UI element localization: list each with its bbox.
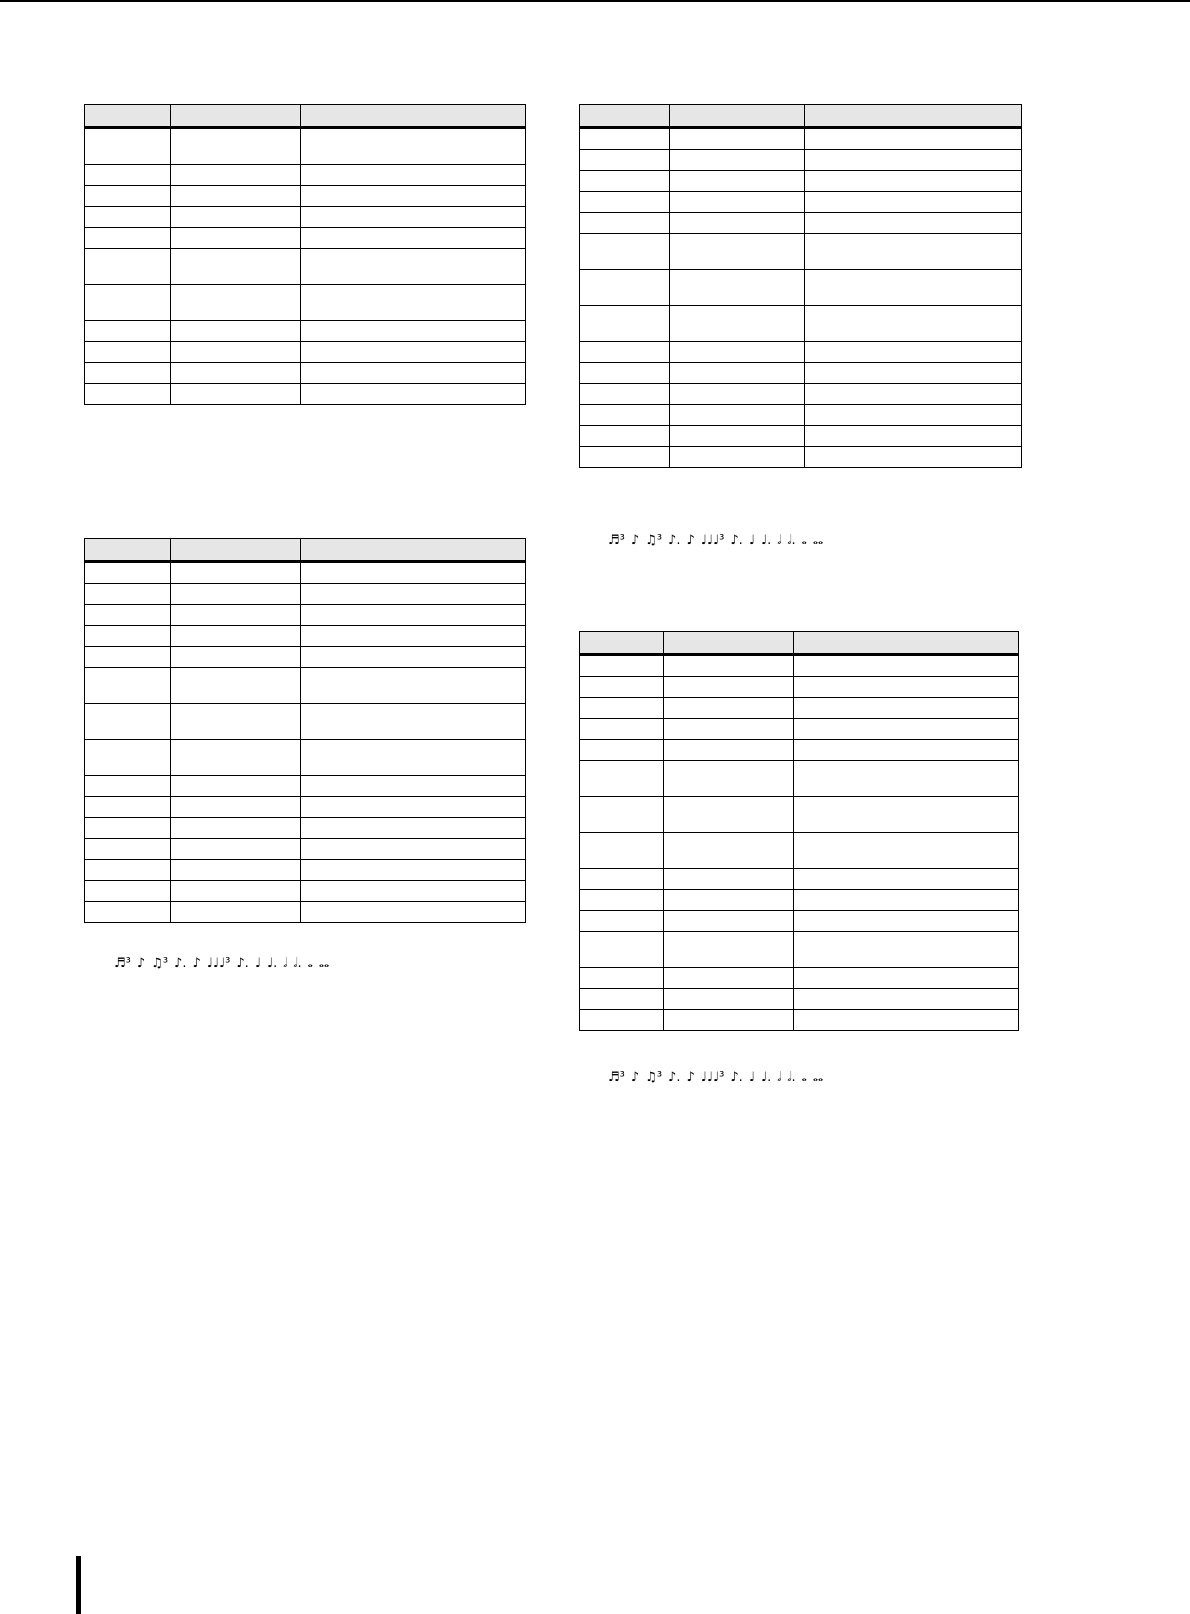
table-row <box>580 234 1022 270</box>
column-header <box>794 632 1019 655</box>
table-row <box>580 213 1022 234</box>
table-row <box>580 719 1019 740</box>
note-glyph: ♪. <box>668 1070 681 1085</box>
table-row <box>85 186 526 207</box>
note-glyph: 𝅝𝅝 <box>812 533 824 548</box>
table-row <box>85 818 526 839</box>
note-glyph: ♪ <box>630 533 640 548</box>
table-row <box>85 902 526 923</box>
table-row <box>85 249 526 285</box>
table-row <box>85 384 526 405</box>
note-glyph: ♬³ <box>608 533 625 548</box>
note-glyph: 𝅝 <box>801 1070 807 1085</box>
note-glyph: ♪ <box>630 1070 640 1085</box>
table-row <box>85 605 526 626</box>
table-row <box>85 228 526 249</box>
table-row <box>85 740 526 776</box>
note-value-row-1 <box>114 948 335 970</box>
column-header <box>664 632 794 655</box>
table-row <box>85 626 526 647</box>
table-row <box>85 704 526 740</box>
parameter-table-4 <box>579 631 1019 1031</box>
note-glyph: ♩♩♩³ <box>206 956 231 971</box>
column-header <box>580 632 664 655</box>
note-glyph: ♪. <box>668 533 681 548</box>
note-glyph: ♪ <box>136 956 146 971</box>
note-value-row-2 <box>608 525 829 547</box>
column-header <box>301 105 526 128</box>
table-row <box>580 306 1022 342</box>
note-glyph: ♪. <box>730 533 743 548</box>
table-row <box>85 881 526 902</box>
column-header <box>670 105 805 128</box>
table-row <box>580 911 1019 932</box>
parameter-table-1 <box>84 104 526 405</box>
table-row <box>580 270 1022 306</box>
note-glyph: ♫³ <box>151 956 169 971</box>
table-row <box>580 989 1019 1010</box>
page-edge-marker <box>76 1556 81 1614</box>
column-header <box>85 539 171 562</box>
note-glyph: ♩ <box>254 956 261 971</box>
note-glyph: ♪. <box>236 956 249 971</box>
table-row <box>580 740 1019 761</box>
note-glyph: ♩. <box>760 533 772 548</box>
table-row <box>580 890 1019 911</box>
note-glyph: ♪ <box>686 533 695 548</box>
table-row <box>580 171 1022 192</box>
column-header <box>171 539 301 562</box>
note-glyph: ♫³ <box>645 1070 663 1085</box>
note-glyph: 𝅝𝅝 <box>812 1070 824 1085</box>
column-header <box>805 105 1022 128</box>
table-header <box>580 632 1019 655</box>
note-glyph: ♪. <box>174 956 187 971</box>
table-row <box>85 207 526 228</box>
column-header <box>580 105 670 128</box>
note-glyph: ♩. <box>266 956 278 971</box>
note-glyph: ♩ <box>748 1070 755 1085</box>
note-glyph: 𝅗𝅥. <box>293 956 302 971</box>
note-glyph: ♪ <box>192 956 201 971</box>
table-row <box>580 128 1022 150</box>
note-glyph: 𝅝 <box>801 533 807 548</box>
note-glyph: ♪. <box>730 1070 743 1085</box>
table-row <box>85 285 526 321</box>
table-row <box>580 761 1019 797</box>
table-row <box>580 932 1019 968</box>
column-header <box>301 539 526 562</box>
table-row <box>85 860 526 881</box>
table-row <box>85 839 526 860</box>
table-row <box>580 797 1019 833</box>
column-header <box>85 105 171 128</box>
note-glyph: ♬³ <box>608 1070 625 1085</box>
note-glyph: 𝅝𝅝 <box>318 956 330 971</box>
note-glyph: ♩. <box>760 1070 772 1085</box>
table-row <box>85 321 526 342</box>
table-row <box>580 363 1022 384</box>
table-row <box>85 342 526 363</box>
table-row <box>580 342 1022 363</box>
note-glyph: ♫³ <box>645 533 663 548</box>
column-header <box>171 105 301 128</box>
note-glyph: 𝅗𝅥. <box>787 533 796 548</box>
table-row <box>85 165 526 186</box>
note-glyph: ♬³ <box>114 956 131 971</box>
parameter-table-2 <box>84 538 526 923</box>
note-glyph: ♩ <box>748 533 755 548</box>
table-row <box>580 150 1022 171</box>
table-row <box>580 869 1019 890</box>
note-glyph: ♩♩♩³ <box>700 1070 725 1085</box>
table-row <box>85 363 526 384</box>
note-value-row-3 <box>608 1062 829 1084</box>
table-row <box>85 584 526 605</box>
note-glyph: 𝅗𝅥 <box>283 956 288 971</box>
note-glyph: 𝅗𝅥 <box>777 1070 782 1085</box>
top-rule <box>0 0 1190 2</box>
table-row <box>580 405 1022 426</box>
table-row <box>580 833 1019 869</box>
table-row <box>580 384 1022 405</box>
note-glyph: ♩♩♩³ <box>700 533 725 548</box>
note-glyph: 𝅝 <box>307 956 313 971</box>
table-row <box>580 1010 1019 1031</box>
table-header <box>580 105 1022 128</box>
table-row <box>580 426 1022 447</box>
table-row <box>580 192 1022 213</box>
table-row <box>85 647 526 668</box>
table-row <box>85 128 526 165</box>
note-glyph: ♪ <box>686 1070 695 1085</box>
table-row <box>580 655 1019 677</box>
note-glyph: 𝅗𝅥 <box>777 533 782 548</box>
table-row <box>85 562 526 584</box>
parameter-table-3 <box>579 104 1022 468</box>
note-glyph: 𝅗𝅥. <box>787 1070 796 1085</box>
table-row <box>580 447 1022 468</box>
table-row <box>85 668 526 704</box>
table-header <box>85 539 526 562</box>
table-row <box>85 797 526 818</box>
table-row <box>85 776 526 797</box>
table-header <box>85 105 526 128</box>
table-row <box>580 968 1019 989</box>
table-row <box>580 677 1019 698</box>
table-row <box>580 698 1019 719</box>
